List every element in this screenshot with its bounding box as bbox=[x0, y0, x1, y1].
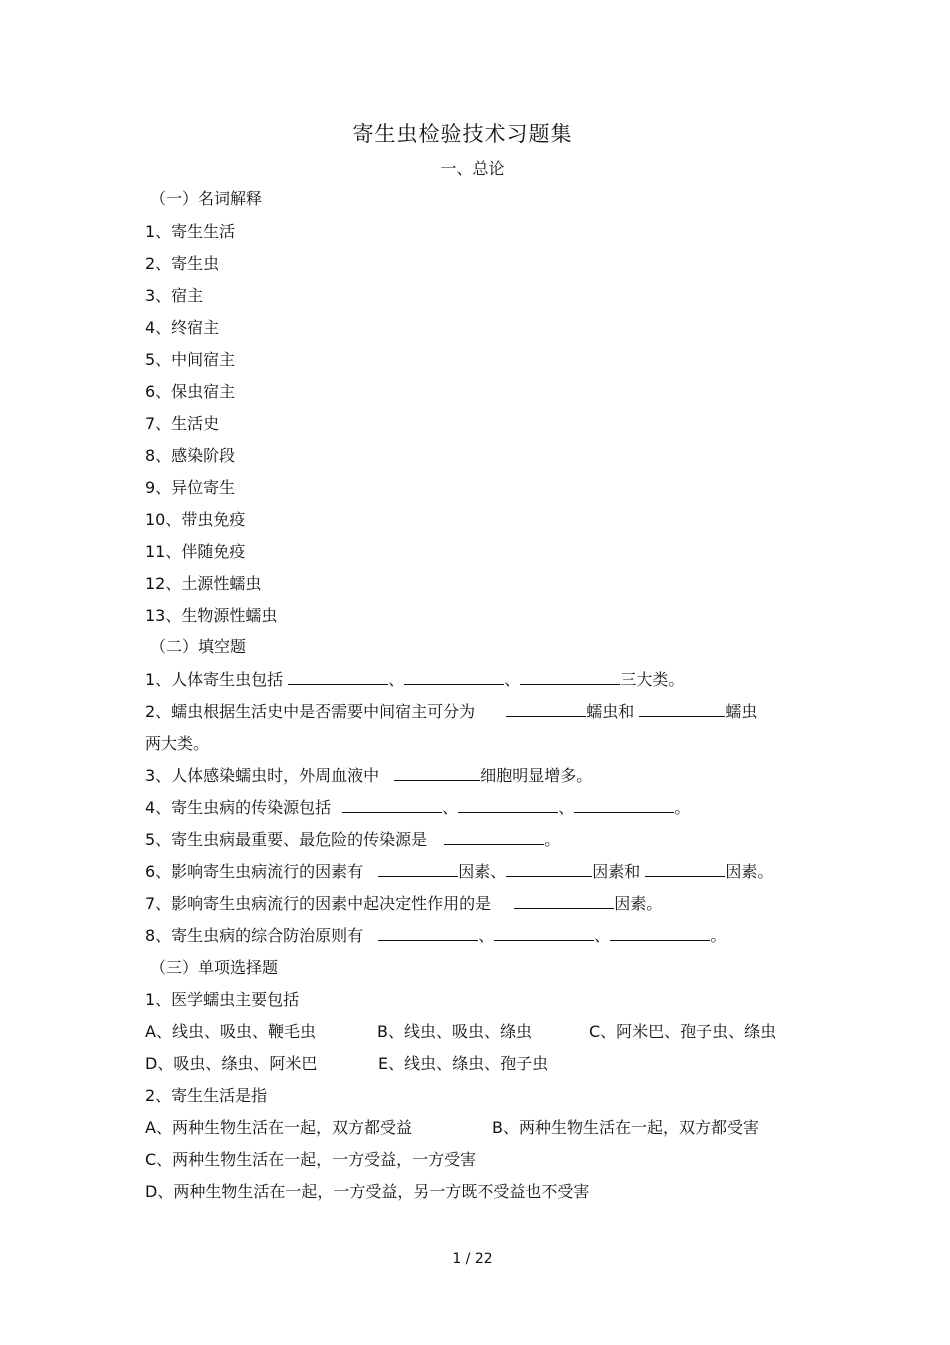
option-b: B、两种生物生活在一起，双方都受害 bbox=[492, 1118, 759, 1137]
answer-blank bbox=[639, 701, 725, 717]
answer-blank bbox=[378, 925, 478, 941]
fill-question-1: 1、人体寄生虫包括 、 、 三大类。 bbox=[145, 670, 685, 689]
term-item: 11、伴随免疫 bbox=[145, 542, 246, 561]
fill-question-6: 6、影响寄生虫病流行的因素有 因素、 因素和 因素。 bbox=[145, 862, 774, 881]
fill-question-5: 5、寄生虫病最重要、最危险的传染源是 。 bbox=[145, 830, 561, 849]
section-heading-single-choice: （三）单项选择题 bbox=[150, 958, 279, 977]
document-title: 寄生虫检验技术习题集 bbox=[352, 122, 573, 146]
fill-question-3: 3、人体感染蠕虫时，外周血液中 细胞明显增多。 bbox=[145, 766, 593, 785]
choice-question-2-stem: 2、寄生生活是指 bbox=[145, 1086, 268, 1105]
section-heading-terms: （一）名词解释 bbox=[150, 189, 263, 208]
answer-blank bbox=[645, 861, 725, 877]
answer-blank bbox=[494, 925, 594, 941]
term-item: 12、土源性蠕虫 bbox=[145, 574, 262, 593]
option-b: B、线虫、吸虫、绦虫 bbox=[377, 1022, 532, 1041]
answer-blank bbox=[458, 797, 558, 813]
answer-blank bbox=[288, 669, 388, 685]
option-d: D、吸虫、绦虫、阿米巴 bbox=[145, 1054, 318, 1073]
page-number: 1 / 22 bbox=[452, 1251, 493, 1267]
fill-question-4: 4、寄生虫病的传染源包括 、 、 。 bbox=[145, 798, 691, 817]
answer-blank bbox=[506, 861, 592, 877]
option-c: C、两种生物生活在一起，一方受益，一方受害 bbox=[145, 1150, 477, 1169]
choice-question-1-stem: 1、医学蠕虫主要包括 bbox=[145, 990, 300, 1009]
answer-blank bbox=[514, 893, 614, 909]
answer-blank bbox=[444, 829, 544, 845]
answer-blank bbox=[404, 669, 504, 685]
term-item: 10、带虫免疫 bbox=[145, 510, 246, 529]
fill-question-2-cont: 两大类。 bbox=[145, 734, 210, 753]
answer-blank bbox=[574, 797, 674, 813]
term-item: 13、生物源性蠕虫 bbox=[145, 606, 278, 625]
answer-blank bbox=[394, 765, 480, 781]
fill-question-8: 8、寄生虫病的综合防治原则有 、 、 。 bbox=[145, 926, 727, 945]
answer-blank bbox=[378, 861, 458, 877]
term-item: 2、寄生虫 bbox=[145, 254, 220, 273]
answer-blank bbox=[610, 925, 710, 941]
answer-blank bbox=[506, 701, 586, 717]
option-a: A、两种生物生活在一起，双方都受益 bbox=[145, 1118, 412, 1137]
choice-question-2-options-row1 bbox=[145, 1117, 759, 1139]
option-a: A、线虫、吸虫、鞭毛虫 bbox=[145, 1022, 316, 1041]
term-item: 7、生活史 bbox=[145, 414, 220, 433]
fill-question-2: 2、蠕虫根据生活史中是否需要中间宿主可分为 蠕虫和 蠕虫 bbox=[145, 702, 758, 721]
term-item: 9、异位寄生 bbox=[145, 478, 236, 497]
answer-blank bbox=[520, 669, 620, 685]
term-item: 3、宿主 bbox=[145, 286, 204, 305]
option-e: E、线虫、绦虫、孢子虫 bbox=[378, 1054, 549, 1073]
term-item: 6、保虫宿主 bbox=[145, 382, 236, 401]
option-c: C、阿米巴、孢子虫、绦虫 bbox=[589, 1022, 777, 1041]
choice-question-1-options-row2 bbox=[145, 1053, 548, 1075]
term-item: 4、终宿主 bbox=[145, 318, 220, 337]
option-d: D、两种生物生活在一起，一方受益，另一方既不受益也不受害 bbox=[145, 1182, 590, 1201]
term-item: 1、寄生生活 bbox=[145, 222, 236, 241]
choice-question-1-options-row1 bbox=[145, 1021, 776, 1043]
answer-blank bbox=[342, 797, 442, 813]
chapter-heading: 一、总论 bbox=[440, 159, 505, 178]
term-item: 5、中间宿主 bbox=[145, 350, 236, 369]
term-item: 8、感染阶段 bbox=[145, 446, 236, 465]
section-heading-fill-blank: （二）填空题 bbox=[150, 637, 247, 656]
fill-question-7: 7、影响寄生虫病流行的因素中起决定性作用的是 因素。 bbox=[145, 894, 663, 913]
